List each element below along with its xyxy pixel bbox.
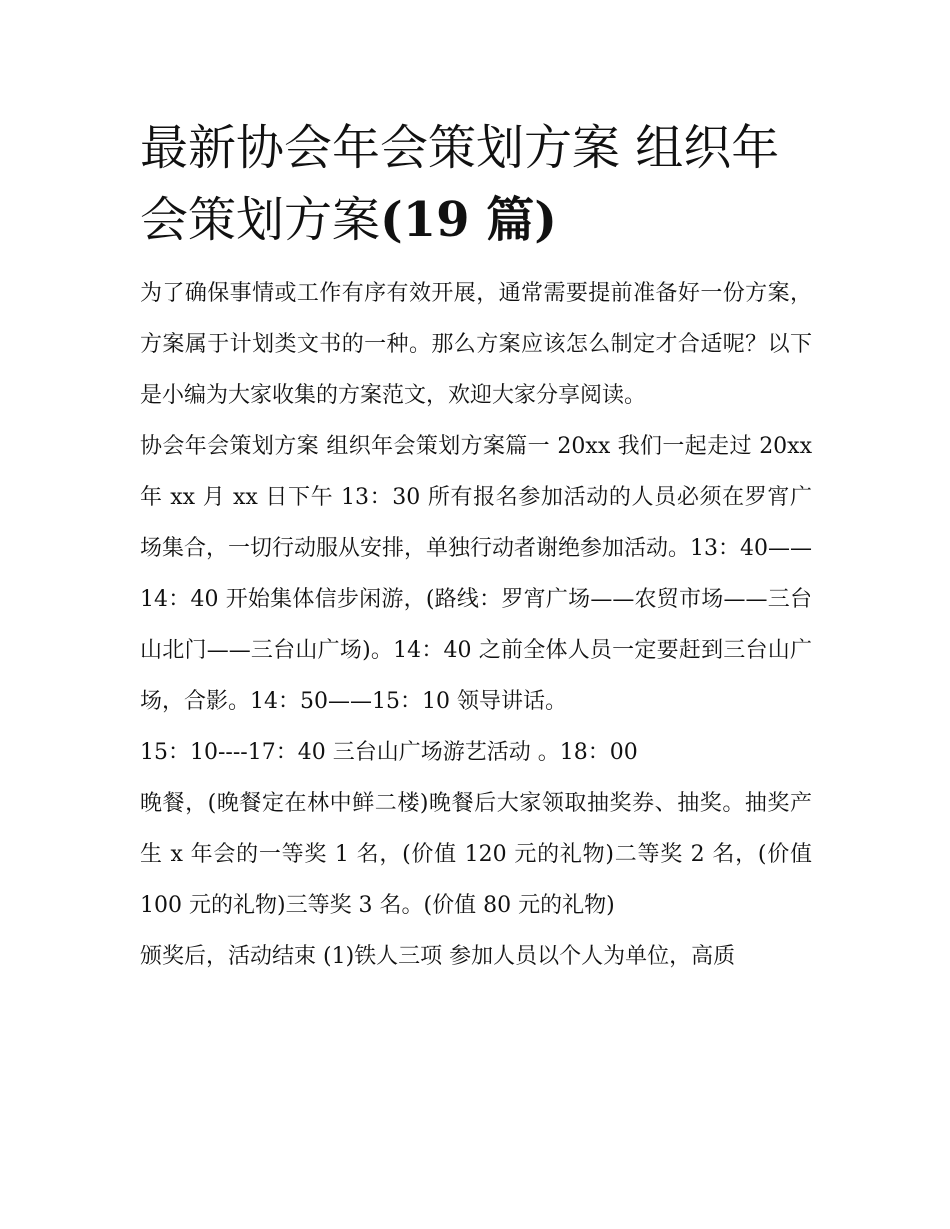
paragraph-dinner: 晚餐，(晚餐定在林中鲜二楼)晚餐后大家领取抽奖券、抽奖。抽奖产生 x 年会的一等奖 1 名，(价值 120 元的礼物)二等奖 2 名，(价值 100 元的礼物)三等奖 3 名。(价值 80 元的礼物) (140, 791, 812, 918)
document-content (140, 112, 812, 982)
paragraph-schedule: 协会年会策划方案 组织年会策划方案篇一 20xx 我们一起走过 20xx 年 xx 月 xx 日下午 13：30 所有报名参加活动的人员必须在罗宵广场集合，一切行动服从安排，单独行动者谢绝参加活动。13：40——14：40 开始集体信步闲游，(路线：罗宵广场——农贸市场——三台山北门——三台山广场)。14：40 之前全体人员一定要赶到三台山广场，合影。14：50——15：10 领导讲话。 (140, 434, 812, 714)
paragraph-intro: 为了确保事情或工作有序有效开展，通常需要提前准备好一份方案，方案属于计划类文书的一种。那么方案应该怎么制定才合适呢？以下是小编为大家收集的方案范文，欢迎大家分享阅读。 (140, 281, 812, 408)
paragraph-award: 颁奖后，活动结束 (1)铁人三项 参加人员以个人为单位，高质 (140, 944, 736, 969)
paragraph-activity: 15：10----17：40 三台山广场游艺活动 。18：00 (140, 740, 638, 765)
document-body (140, 268, 812, 982)
document-title-text: 最新协会年会策划方案 组织年会策划方案 (140, 120, 780, 248)
document-title (140, 112, 812, 256)
document-title-count: (19 篇) (380, 192, 557, 248)
